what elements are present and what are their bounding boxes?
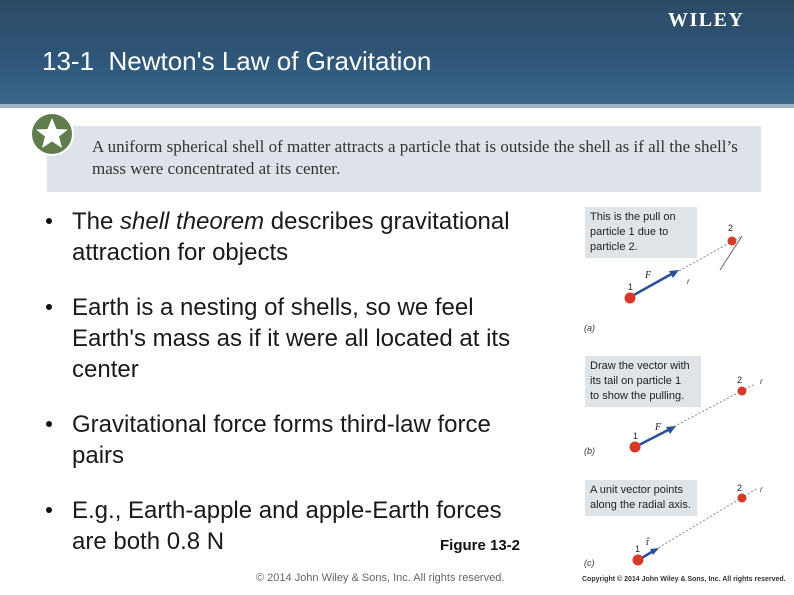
- publisher-logo: WILEY: [668, 9, 745, 31]
- bullet-dot: [46, 507, 52, 513]
- bullet-dot: [46, 304, 52, 310]
- star-badge-icon: [29, 111, 75, 157]
- particle-1: [633, 555, 644, 566]
- particle-1-label: 1: [628, 282, 634, 292]
- particle-1-label: 1: [635, 544, 641, 554]
- title-bar-rule: [0, 104, 794, 108]
- note-line: particle 1 due to: [590, 226, 669, 238]
- figure-label: Figure 13-2: [440, 537, 521, 554]
- callout-text: A uniform spherical shell of matter attracts a particle that is outside the shell as if all the shell’s mass were concentrated at its center.: [92, 137, 738, 178]
- bullet-dot: [46, 421, 52, 427]
- bullet-text: Gravitational force forms third-law force pairs: [72, 411, 491, 469]
- bullet-list: [46, 206, 526, 581]
- footer-copyright: © 2014 John Wiley & Sons, Inc. All rights reserved.: [256, 572, 505, 584]
- bullet-emphasis: shell theorem: [120, 208, 265, 235]
- panel-label: (b): [584, 446, 595, 456]
- bullet-text-tail: describes gravitational attraction for objects: [72, 208, 510, 266]
- particle-2: [728, 237, 737, 246]
- panel-label: (a): [584, 323, 595, 333]
- bullet-item: [46, 206, 526, 268]
- particle-1-label: 1: [633, 431, 639, 441]
- note-line: particle 2.: [590, 241, 638, 253]
- particle-1: [625, 293, 636, 304]
- bullet-text: E.g., Earth-apple and apple-Earth forces are both 0.8 N: [72, 497, 502, 555]
- particle-2: [738, 494, 747, 503]
- figure-panel-a: [580, 218, 780, 340]
- bullet-text: The: [72, 208, 121, 235]
- particle-2: [738, 387, 747, 396]
- figure-panel-b: [580, 372, 780, 462]
- particle-2-label: 2: [737, 483, 743, 493]
- note-line: A unit vector points: [590, 484, 683, 496]
- axis-label: r: [760, 485, 763, 494]
- vector-label: F: [655, 422, 662, 433]
- note-line: This is the pull on: [590, 211, 676, 223]
- slide-title: 13-1 Newton's Law of Gravitation: [42, 46, 432, 76]
- axis-label: r: [760, 377, 763, 386]
- note-line: Draw the vector with: [590, 360, 690, 372]
- figure-panel-c: [580, 480, 780, 572]
- shell-theorem-callout: [47, 126, 761, 192]
- figure-copyright: Copyright © 2014 John Wiley & Sons, Inc. All rights reserved.: [582, 576, 786, 583]
- force-vector: [632, 272, 675, 296]
- note-line: along the radial axis.: [590, 499, 691, 511]
- unit-vector-arrowhead: [650, 548, 659, 555]
- particle-2-label: 2: [737, 375, 743, 385]
- panel-label: (c): [584, 558, 595, 568]
- particle-2-label: 2: [728, 223, 734, 233]
- vector-label: F: [645, 270, 652, 281]
- bullet-item: [46, 409, 526, 471]
- note-line: to show the pulling.: [590, 390, 685, 402]
- note-line: its tail on particle 1: [590, 375, 682, 387]
- particle-1: [630, 442, 641, 453]
- bullet-text: Earth is a nesting of shells, so we feel Earth's mass as if it were all located at its center: [72, 294, 511, 383]
- unit-vector-label: r̂: [646, 537, 650, 548]
- axis-label: r: [687, 277, 690, 286]
- bullet-item: [46, 292, 526, 385]
- bullet-dot: [46, 218, 52, 224]
